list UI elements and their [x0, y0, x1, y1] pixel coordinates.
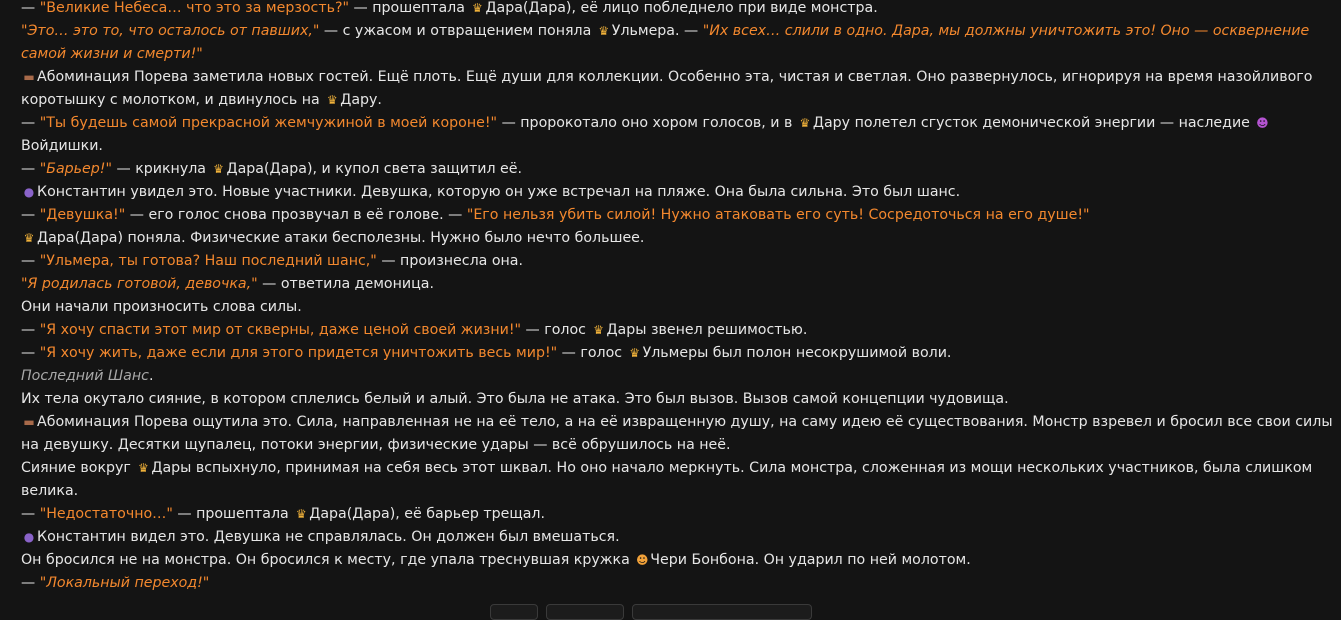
- dialogue: "Это… это то, что осталось от павших,": [21, 23, 320, 39]
- story-line-13: — "Я хочу жить, даже если для этого придется уничтожить весь мир!" — голос ♛ Ульмеры был полон несокрушимой воли.: [21, 342, 1339, 365]
- crown-icon: ♛: [213, 162, 224, 176]
- story-line-5: — "Барьер!" — крикнула ♛ Дара(Дара), и купол света защитил её.: [21, 158, 1339, 181]
- crown-icon: ♛: [23, 231, 35, 245]
- hat-icon: ▬: [23, 415, 35, 429]
- dialogue: "Их всех… слили в одно. Дара, мы должны уничтожить это! Оно — осквернение самой жизни и смерти!": [21, 23, 1310, 62]
- story-line-7: — "Девушка!" — его голос снова прозвучал в её голове. — "Его нельзя убить силой! Нужно атаковать его суть! Сосредоточься на его душе!": [21, 207, 1090, 223]
- dialogue: "Я хочу жить, даже если для этого придется уничтожить весь мир!": [39, 345, 558, 361]
- hat-icon: ▬: [23, 70, 35, 84]
- crown-icon: ♛: [593, 323, 604, 337]
- skill-name: Последний Шанс: [21, 368, 149, 384]
- person-icon: ●: [23, 185, 35, 199]
- story-line-4: — "Ты будешь самой прекрасной жемчужиной в моей короне!" — пророкотало оно хором голосов, и в ♛ Дару полетел сгусток демонической энергии — наследие ☻ Войдишки.: [21, 112, 1339, 158]
- crown-icon: ♛: [137, 461, 149, 475]
- story-text: [21, 0, 1339, 595]
- toolbar-button[interactable]: [546, 604, 624, 620]
- devil-icon: ☻: [1256, 116, 1269, 130]
- dialogue: "Великие Небеса… что это за мерзость?": [39, 0, 350, 16]
- crown-icon: ♛: [326, 93, 338, 107]
- dialogue: "Его нельзя убить силой! Нужно атаковать его суть! Сосредоточься на его душе!": [466, 207, 1090, 223]
- crown-icon: ♛: [295, 507, 307, 521]
- story-line-2: "Это… это то, что осталось от павших," — с ужасом и отвращением поняла ♛ Ульмера. — "Их всех… слили в одно. Дара, мы должны уничтожить это! Оно — осквернение самой жизни и смерти!": [21, 20, 1339, 66]
- story-line-19: ● Константин видел это. Девушка не справлялась. Он должен был вмешаться.: [21, 526, 1339, 549]
- toolbar-button[interactable]: [632, 604, 812, 620]
- cat-icon: ☻: [636, 553, 649, 567]
- story-line-11: Они начали произносить слова силы.: [21, 299, 302, 315]
- story-line-20: Он бросился не на монстра. Он бросился к месту, где упала треснувшая кружка ☻ Чери Бонбона. Он ударил по ней молотом.: [21, 549, 1339, 572]
- dialogue: "Девушка!": [39, 207, 126, 223]
- dialogue: "Ульмера, ты готова? Наш последний шанс,": [39, 253, 377, 269]
- story-line-1: — "Великие Небеса… что это за мерзость?" — прошептала ♛ Дара(Дара), её лицо побледнело при виде монстра.: [21, 0, 1339, 20]
- dialogue: "Локальный переход!": [39, 575, 210, 591]
- story-line-21: — "Локальный переход!": [21, 575, 210, 591]
- dialogue: "Недостаточно…": [39, 506, 173, 522]
- person-icon: ●: [23, 530, 35, 544]
- story-line-9: — "Ульмера, ты готова? Наш последний шанс," — произнесла она.: [21, 253, 524, 269]
- story-line-6: ● Константин увидел это. Новые участники. Девушка, которую он уже встречал на пляже. Она была сильна. Это был шанс.: [21, 181, 1339, 204]
- story-line-16: ▬ Абоминация Порева ощутила это. Сила, направленная не на её тело, а на её извращенную душу, на саму идею её существования. Монстр взревел и бросил все свои силы на девушку. Десятки щупалец, потоки энергии, физические удары — всё обрушилось на неё.: [21, 411, 1339, 457]
- dialogue: "Ты будешь самой прекрасной жемчужиной в моей короне!": [39, 115, 498, 131]
- toolbar-button[interactable]: [490, 604, 538, 620]
- crown-icon: ♛: [472, 1, 483, 15]
- story-line-14: Последний Шанс.: [21, 368, 154, 384]
- story-line-3: ▬ Абоминация Порева заметила новых гостей. Ещё плоть. Ещё души для коллекции. Особенно эта, чистая и светлая. Оно развернулось, игнорируя на время назойливого коротышку с молотком, и двинулось на ♛ Дару.: [21, 66, 1339, 112]
- crown-icon: ♛: [629, 346, 640, 360]
- story-line-15: Их тела окутало сияние, в котором сплелись белый и алый. Это была не атака. Это был вызов. Вызов самой концепции чудовища.: [21, 391, 1009, 407]
- dialogue: "Я родилась готовой, девочка,": [21, 276, 258, 292]
- story-line-12: — "Я хочу спасти этот мир от скверны, даже ценой своей жизни!" — голос ♛ Дары звенел решимостью.: [21, 319, 1339, 342]
- story-line-18: — "Недостаточно…" — прошептала ♛ Дара(Дара), её барьер трещал.: [21, 503, 1339, 526]
- story-line-17: Сияние вокруг ♛ Дары вспыхнуло, принимая на себя весь этот шквал. Но оно начало меркнуть. Сила монстра, сложенная из мощи нескольких участников, была слишком велика.: [21, 457, 1339, 503]
- crown-icon: ♛: [799, 116, 811, 130]
- story-line-8: ♛ Дара(Дара) поняла. Физические атаки бесполезны. Нужно было нечто большее.: [21, 227, 1339, 250]
- dialogue: "Барьер!": [39, 161, 112, 177]
- story-line-10: "Я родилась готовой, девочка," — ответила демоница.: [21, 276, 434, 292]
- crown-icon: ♛: [598, 24, 610, 38]
- dialogue: "Я хочу спасти этот мир от скверны, даже ценой своей жизни!": [39, 322, 522, 338]
